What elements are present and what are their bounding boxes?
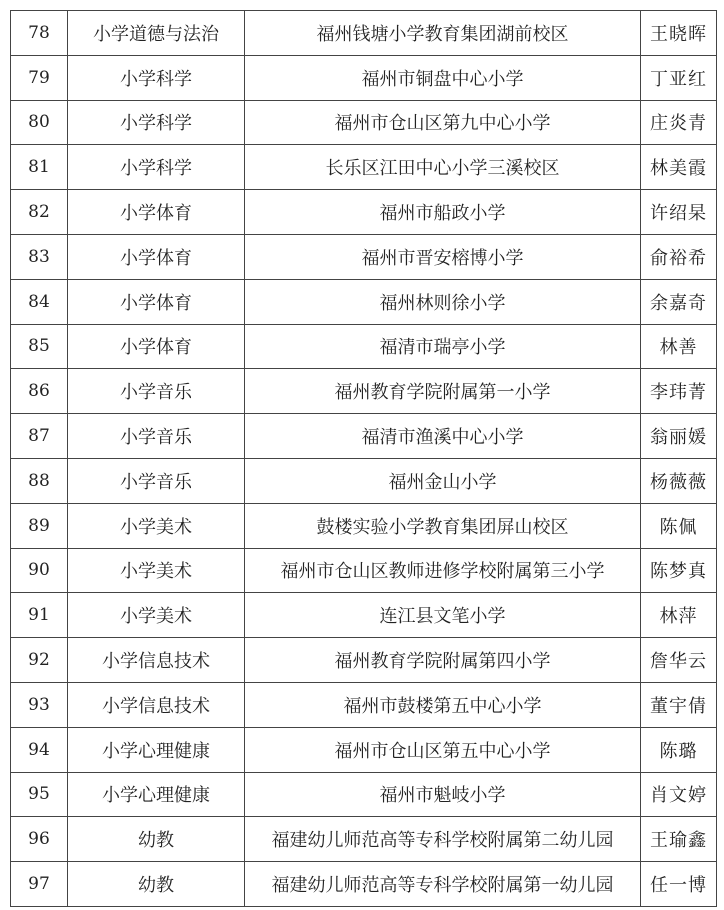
subject-cell: 小学美术 <box>68 593 245 638</box>
table-row <box>11 593 717 638</box>
table-row <box>11 234 717 279</box>
school-cell: 长乐区江田中心小学三溪校区 <box>245 145 641 190</box>
subject-cell: 小学科学 <box>68 55 245 100</box>
teacher-name-cell: 林美霞 <box>641 145 717 190</box>
school-cell: 福州市铜盘中心小学 <box>245 55 641 100</box>
row-number: 88 <box>11 458 68 503</box>
school-cell: 连江县文笔小学 <box>245 593 641 638</box>
row-number: 94 <box>11 727 68 772</box>
row-number: 93 <box>11 682 68 727</box>
table-row <box>11 817 717 862</box>
subject-cell: 小学体育 <box>68 324 245 369</box>
subject-cell: 小学信息技术 <box>68 638 245 683</box>
table-row <box>11 862 717 907</box>
teacher-name-cell: 任一博 <box>641 862 717 907</box>
row-number: 87 <box>11 414 68 459</box>
teacher-name-cell: 王瑜鑫 <box>641 817 717 862</box>
subject-cell: 小学音乐 <box>68 458 245 503</box>
table-row <box>11 100 717 145</box>
teacher-name-cell: 余嘉奇 <box>641 279 717 324</box>
subject-cell: 小学体育 <box>68 279 245 324</box>
subject-cell: 小学体育 <box>68 190 245 235</box>
roster-table <box>10 10 717 907</box>
row-number: 81 <box>11 145 68 190</box>
row-number: 84 <box>11 279 68 324</box>
subject-cell: 小学美术 <box>68 503 245 548</box>
teacher-name-cell: 肖文婷 <box>641 772 717 817</box>
teacher-name-cell: 翁丽媛 <box>641 414 717 459</box>
school-cell: 福建幼儿师范高等专科学校附属第一幼儿园 <box>245 862 641 907</box>
table-row <box>11 503 717 548</box>
row-number: 83 <box>11 234 68 279</box>
row-number: 80 <box>11 100 68 145</box>
table-row <box>11 458 717 503</box>
table-row <box>11 55 717 100</box>
school-cell: 福州市仓山区第九中心小学 <box>245 100 641 145</box>
school-cell: 福州教育学院附属第一小学 <box>245 369 641 414</box>
teacher-name-cell: 董宇倩 <box>641 682 717 727</box>
table-row <box>11 682 717 727</box>
school-cell: 福清市渔溪中心小学 <box>245 414 641 459</box>
row-number: 89 <box>11 503 68 548</box>
row-number: 85 <box>11 324 68 369</box>
school-cell: 福州市魁岐小学 <box>245 772 641 817</box>
subject-cell: 小学信息技术 <box>68 682 245 727</box>
subject-cell: 小学道德与法治 <box>68 11 245 56</box>
teacher-name-cell: 杨薇薇 <box>641 458 717 503</box>
subject-cell: 小学音乐 <box>68 414 245 459</box>
subject-cell: 小学心理健康 <box>68 772 245 817</box>
teacher-name-cell: 许绍杲 <box>641 190 717 235</box>
table-row <box>11 727 717 772</box>
table-row <box>11 772 717 817</box>
table-row <box>11 548 717 593</box>
school-cell: 福州钱塘小学教育集团湖前校区 <box>245 11 641 56</box>
school-cell: 福州教育学院附属第四小学 <box>245 638 641 683</box>
row-number: 78 <box>11 11 68 56</box>
subject-cell: 小学音乐 <box>68 369 245 414</box>
subject-cell: 幼教 <box>68 862 245 907</box>
school-cell: 福州金山小学 <box>245 458 641 503</box>
school-cell: 福清市瑞亭小学 <box>245 324 641 369</box>
school-cell: 福州市仓山区第五中心小学 <box>245 727 641 772</box>
row-number: 91 <box>11 593 68 638</box>
table-row <box>11 638 717 683</box>
teacher-name-cell: 陈璐 <box>641 727 717 772</box>
teacher-name-cell: 庄炎青 <box>641 100 717 145</box>
row-number: 79 <box>11 55 68 100</box>
school-cell: 福州市仓山区教师进修学校附属第三小学 <box>245 548 641 593</box>
school-cell: 福州市船政小学 <box>245 190 641 235</box>
table-row <box>11 190 717 235</box>
teacher-name-cell: 林善 <box>641 324 717 369</box>
school-cell: 福州市鼓楼第五中心小学 <box>245 682 641 727</box>
teacher-name-cell: 林萍 <box>641 593 717 638</box>
table-row <box>11 369 717 414</box>
teacher-name-cell: 陈佩 <box>641 503 717 548</box>
subject-cell: 小学体育 <box>68 234 245 279</box>
teacher-name-cell: 李玮菁 <box>641 369 717 414</box>
document-page <box>10 10 716 907</box>
teacher-name-cell: 俞裕希 <box>641 234 717 279</box>
subject-cell: 小学心理健康 <box>68 727 245 772</box>
teacher-name-cell: 王晓晖 <box>641 11 717 56</box>
teacher-name-cell: 詹华云 <box>641 638 717 683</box>
school-cell: 鼓楼实验小学教育集团屏山校区 <box>245 503 641 548</box>
school-cell: 福州林则徐小学 <box>245 279 641 324</box>
row-number: 90 <box>11 548 68 593</box>
row-number: 95 <box>11 772 68 817</box>
row-number: 86 <box>11 369 68 414</box>
row-number: 82 <box>11 190 68 235</box>
subject-cell: 小学科学 <box>68 100 245 145</box>
table-row <box>11 279 717 324</box>
subject-cell: 小学科学 <box>68 145 245 190</box>
subject-cell: 幼教 <box>68 817 245 862</box>
row-number: 96 <box>11 817 68 862</box>
teacher-name-cell: 丁亚红 <box>641 55 717 100</box>
row-number: 92 <box>11 638 68 683</box>
table-row <box>11 414 717 459</box>
school-cell: 福建幼儿师范高等专科学校附属第二幼儿园 <box>245 817 641 862</box>
row-number: 97 <box>11 862 68 907</box>
table-row <box>11 145 717 190</box>
subject-cell: 小学美术 <box>68 548 245 593</box>
table-row <box>11 11 717 56</box>
school-cell: 福州市晋安榕博小学 <box>245 234 641 279</box>
teacher-name-cell: 陈梦真 <box>641 548 717 593</box>
table-row <box>11 324 717 369</box>
